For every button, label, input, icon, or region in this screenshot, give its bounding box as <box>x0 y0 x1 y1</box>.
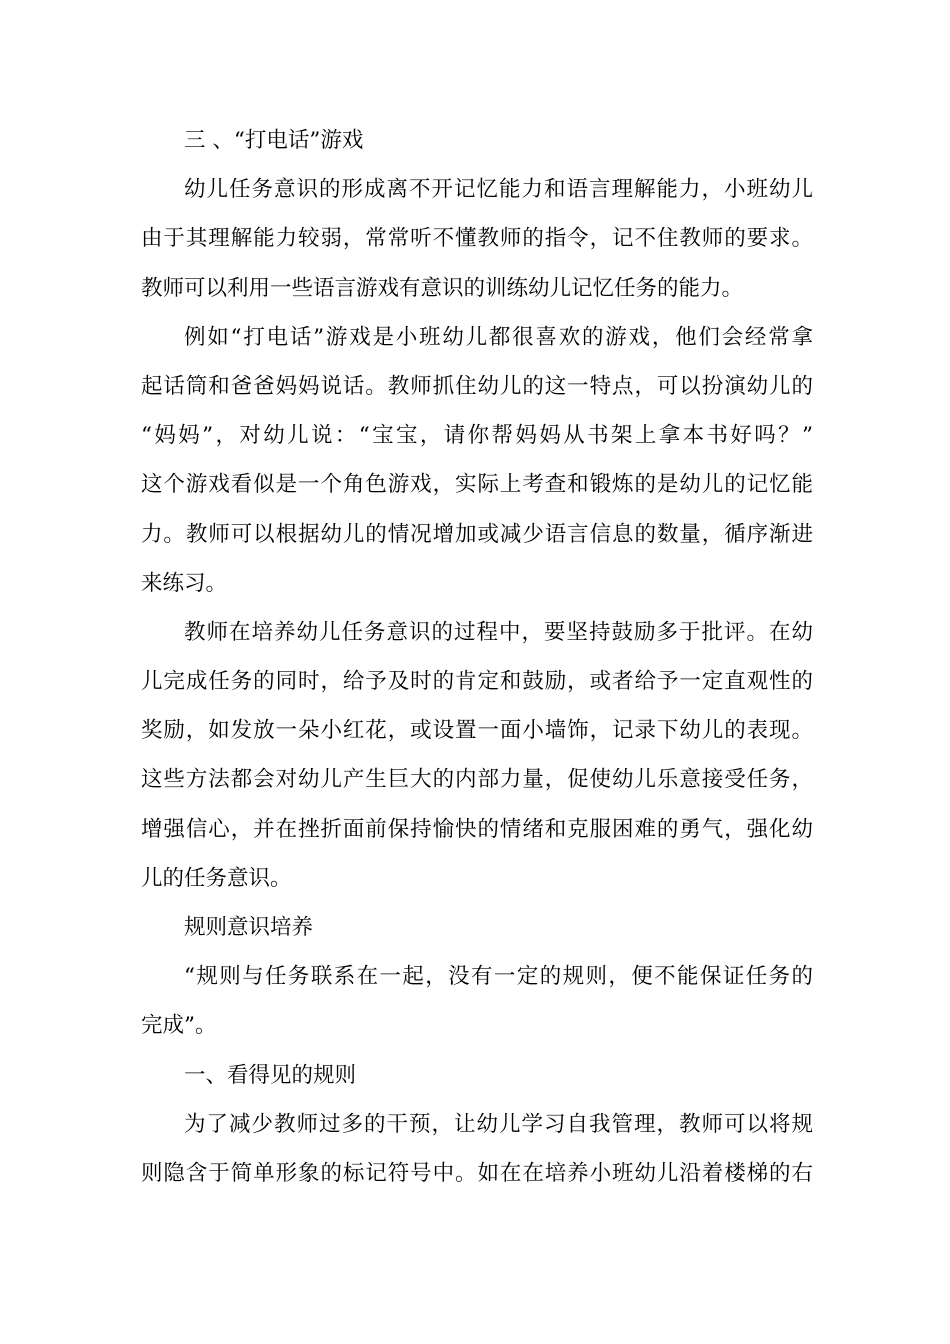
paragraph-line: 教师在培养幼儿任务意识的过程中，要坚持鼓励多于批评。在幼 <box>184 619 813 645</box>
paragraph-line: 起话筒和爸爸妈妈说话。教师抓住幼儿的这一特点，可以扮演幼儿的 <box>141 373 813 399</box>
paragraph-line: 教师可以利用一些语言游戏有意识的训练幼儿记忆任务的能力。 <box>141 275 744 301</box>
paragraph-line: “妈妈”，对幼儿说：“宝宝，请你帮妈妈从书架上拿本书好吗？” <box>141 423 813 449</box>
section-heading-rule-awareness: 规则意识培养 <box>184 915 314 940</box>
paragraph-line: 这个游戏看似是一个角色游戏，实际上考查和锻炼的是幼儿的记忆能 <box>141 472 813 498</box>
section-heading-visible-rules: 一、看得见的规则 <box>184 1062 357 1088</box>
quote-line: 完成”。 <box>141 1013 217 1039</box>
paragraph-line: 力。教师可以根据幼儿的情况增加或减少语言信息的数量，循序渐进 <box>141 521 813 547</box>
paragraph-line: 增强信心，并在挫折面前保持愉快的情绪和克服困难的勇气，强化幼 <box>141 816 813 842</box>
paragraph-line: 儿的任务意识。 <box>141 865 292 891</box>
paragraph-line: 为了减少教师过多的干预，让幼儿学习自我管理，教师可以将规 <box>184 1111 813 1137</box>
paragraph-line: 奖励，如发放一朵小红花，或设置一面小墙饰，记录下幼儿的表现。 <box>141 718 813 744</box>
paragraph-line: 儿完成任务的同时，给予及时的肯定和鼓励，或者给予一定直观性的 <box>141 669 813 695</box>
paragraph-line: 来练习。 <box>141 570 228 596</box>
paragraph-line: 则隐含于简单形象的标记符号中。如在在培养小班幼儿沿着楼梯的右 <box>141 1160 813 1186</box>
section-heading-phone-game: 三 、“打电话”游戏 <box>184 128 364 153</box>
paragraph-line: 这些方法都会对幼儿产生巨大的内部力量，促使幼儿乐意接受任务， <box>141 767 813 793</box>
quote-line: “规则与任务联系在一起，没有一定的规则，便不能保证任务的 <box>184 964 813 990</box>
paragraph-line: 幼儿任务意识的形成离不开记忆能力和语言理解能力，小班幼儿 <box>184 177 813 203</box>
document-body <box>141 116 813 1198</box>
paragraph-line: 例如“打电话”游戏是小班幼儿都很喜欢的游戏，他们会经常拿 <box>184 324 813 350</box>
paragraph-line: 由于其理解能力较弱，常常听不懂教师的指令，记不住教师的要求。 <box>141 226 813 252</box>
